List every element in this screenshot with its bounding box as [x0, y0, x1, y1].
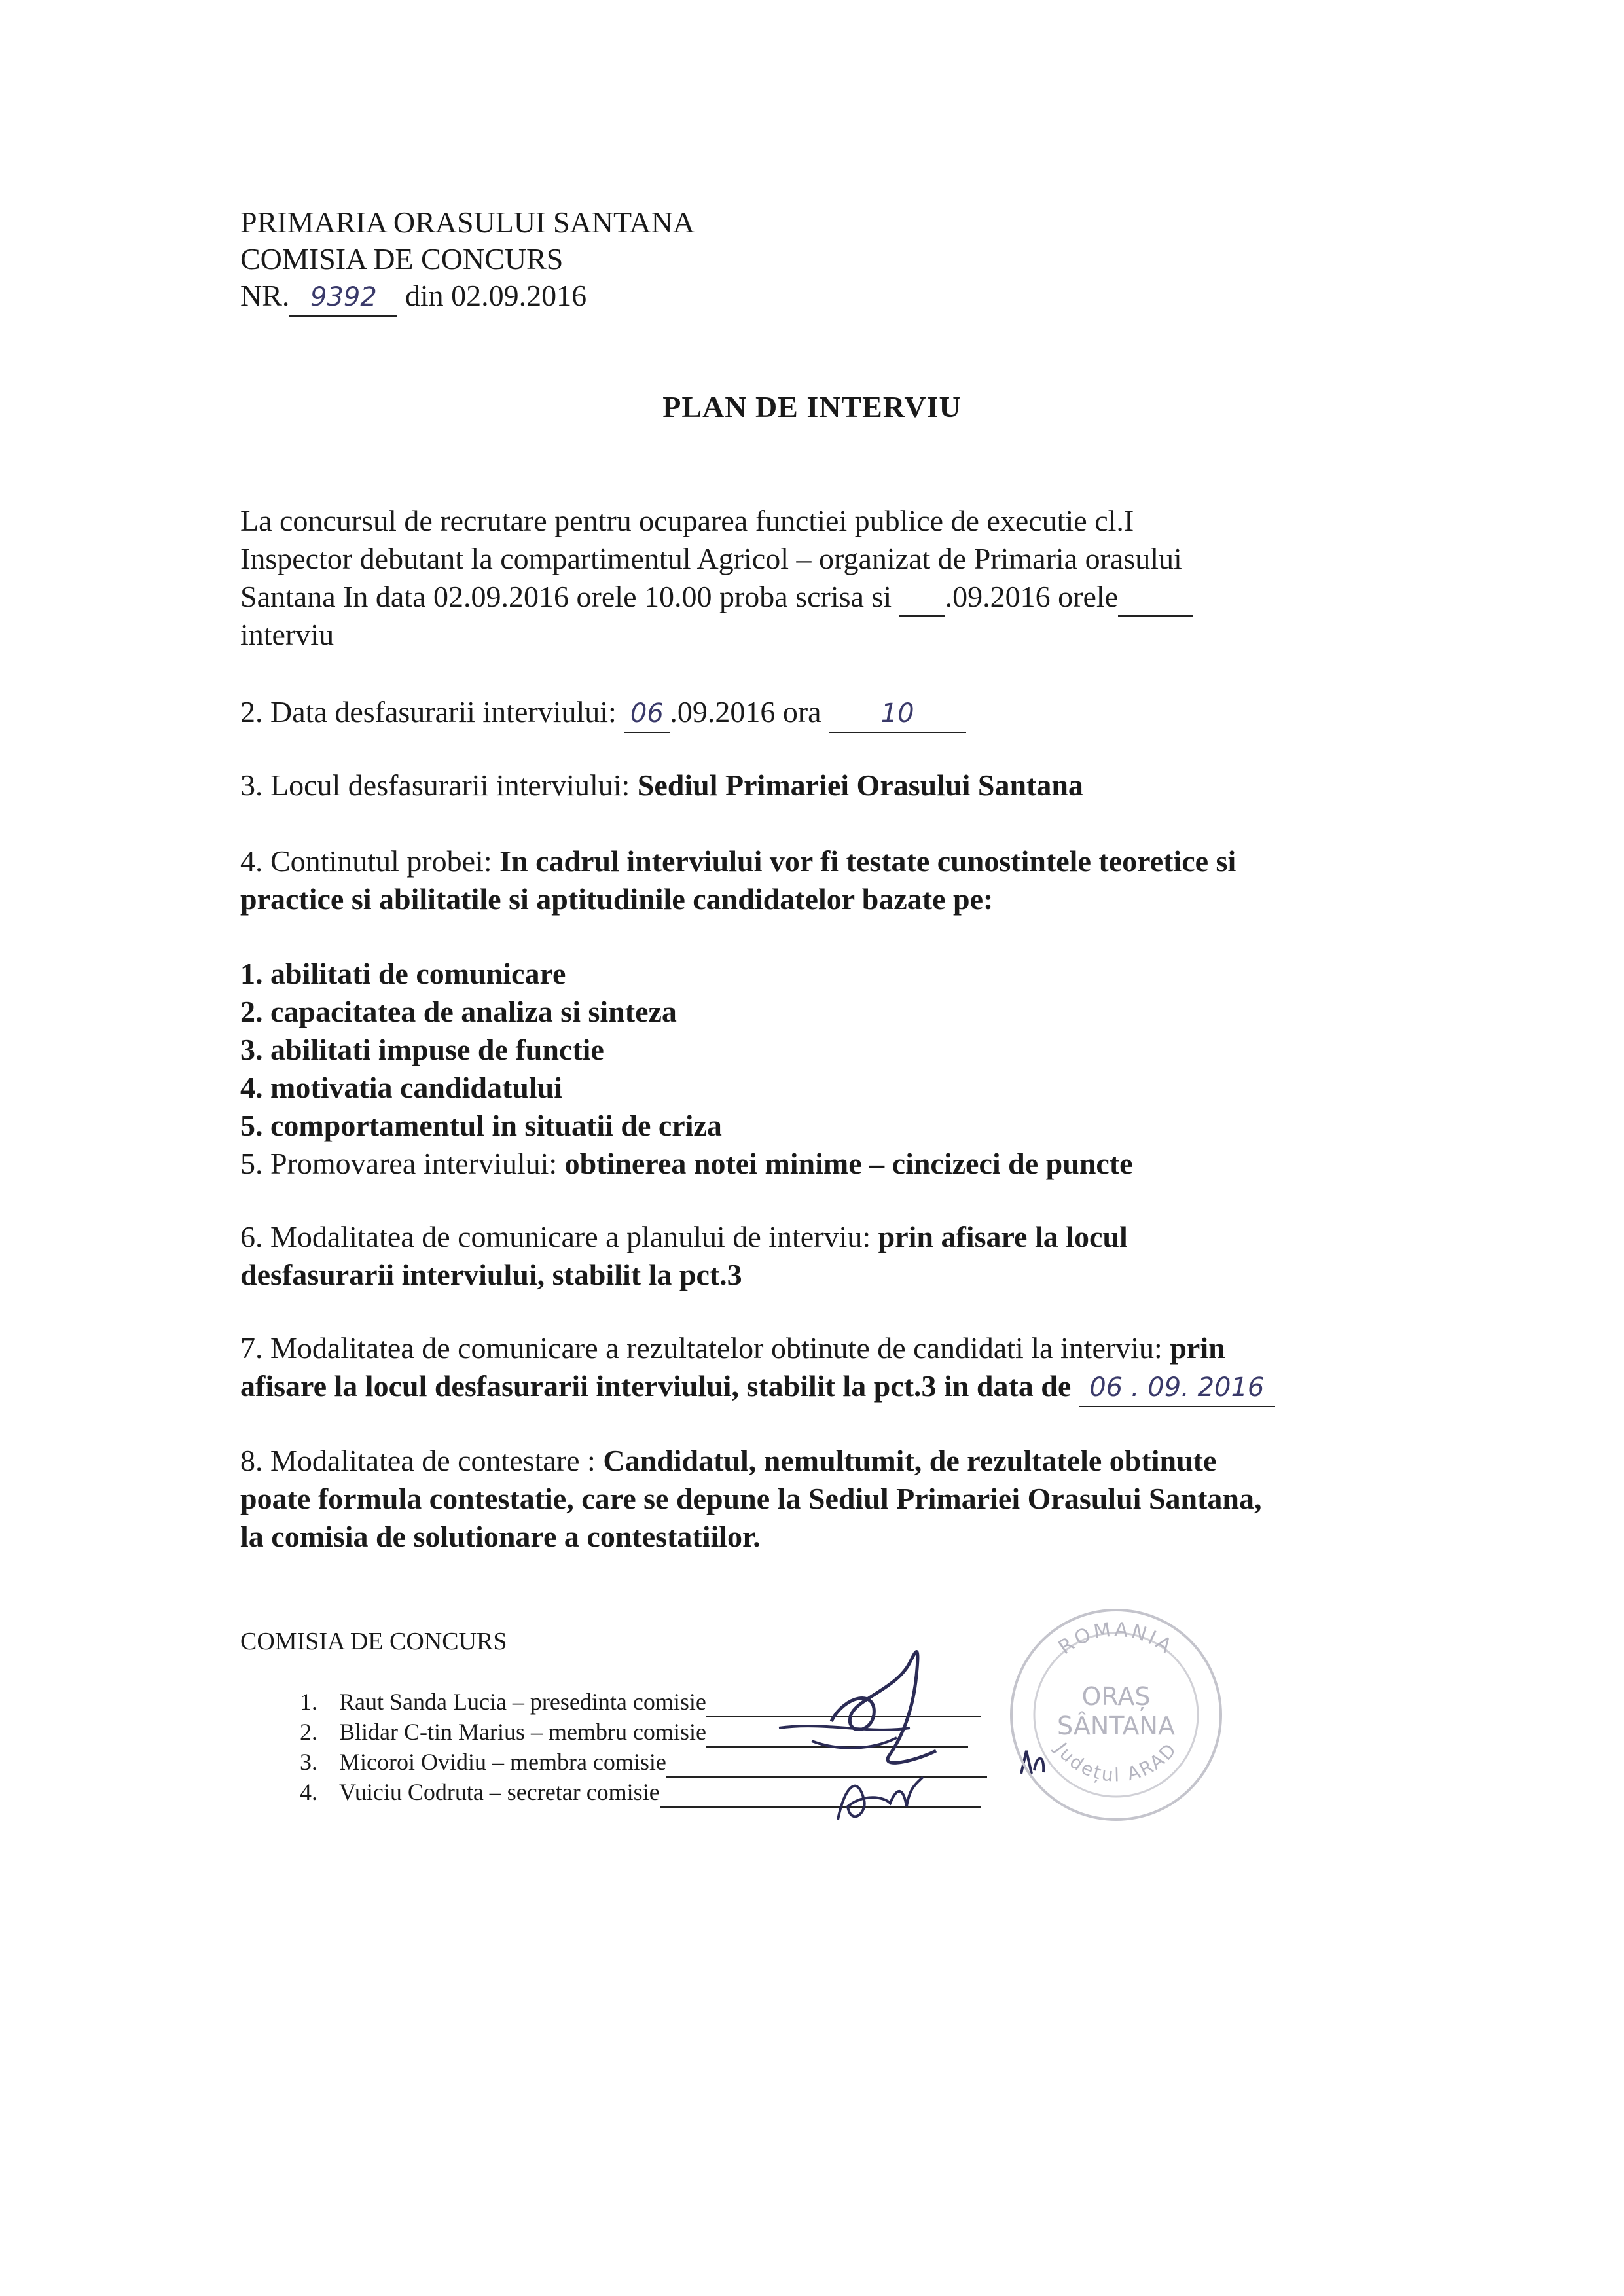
member-text: Vuiciu Codruta – secretar comisie	[339, 1779, 660, 1805]
item-7-value-2: afisare la locul desfasurarii interviului, stabilit la pct.3 in data de	[240, 1369, 1079, 1403]
item-8-line-1	[240, 1443, 1216, 1479]
commission-heading: COMISIA DE CONCURS	[240, 1628, 507, 1655]
signature-vuiciu	[825, 1767, 943, 1839]
nr-value: 9392	[289, 279, 397, 317]
item-4-content-line-2: practice si abilitatile si aptitudinile candidatelor bazate pe:	[240, 882, 994, 916]
item-2-hour: 10	[829, 695, 966, 733]
item-8-line-2: poate formula contestatie, care se depune la Sediul Primariei Orasului Santana,	[240, 1482, 1262, 1515]
svg-text:ROMANIA	[1055, 1618, 1178, 1659]
item-4-label: 4. Continutul probei:	[240, 844, 500, 878]
member-text: Micoroi Ovidiu – membra comisie	[339, 1749, 666, 1775]
list-item: 5. comportamentul in situatii de criza	[240, 1109, 722, 1142]
item-7-line-1	[240, 1330, 1225, 1367]
member-num: 2.	[300, 1719, 317, 1745]
item-5-label: 5. Promovarea interviului:	[240, 1147, 565, 1180]
item-2-day: 06	[624, 695, 670, 733]
intro-line-1: La concursul de recrutare pentru ocuparea functiei publice de executie cl.I	[240, 504, 1134, 537]
nr-label: NR.	[240, 279, 290, 312]
item-7-line-2	[240, 1368, 1275, 1407]
member-text: Raut Sanda Lucia – presedinta comisie	[339, 1689, 706, 1715]
member-num: 1.	[300, 1689, 317, 1715]
intro-line-3-b: .09.2016 orele	[945, 580, 1119, 613]
item-6-label: 6. Modalitatea de comunicare a planului de interviu:	[240, 1220, 878, 1253]
list-item: 1. abilitati de comunicare	[240, 957, 566, 990]
registration-number	[240, 278, 586, 317]
official-stamp	[998, 1597, 1234, 1833]
intro-line-4: interviu	[240, 618, 334, 651]
intro-line-2: Inspector debutant la compartimentul Agricol – organizat de Primaria orasului	[240, 542, 1182, 575]
item-5-value: obtinerea notei minime – cincizeci de puncte	[564, 1147, 1133, 1180]
item-2-rest: .09.2016 ora	[670, 695, 829, 728]
nr-date: din 02.09.2016	[405, 279, 587, 312]
item-2-interview-date	[240, 694, 966, 733]
intro-line-3-a: Santana In data 02.09.2016 orele 10.00 proba scrisa si	[240, 580, 899, 613]
item-6-line-1	[240, 1219, 1128, 1255]
item-4-content-line-1	[240, 843, 1236, 880]
list-item: 2. capacitatea de analiza si sinteza	[240, 995, 677, 1028]
item-6-value-1: prin afisare la locul	[878, 1220, 1128, 1253]
item-8-line-3: la comisia de solutionare a contestatiilor.	[240, 1520, 761, 1553]
member-num: 4.	[300, 1779, 317, 1805]
item-7-date: 06 . 09. 2016	[1079, 1369, 1275, 1407]
item-5-promotion	[240, 1145, 1133, 1182]
list-item: 3. abilitati impuse de functie	[240, 1033, 604, 1066]
member-text: Blidar C-tin Marius – membru comisie	[339, 1719, 706, 1745]
item-3-value: Sediul Primariei Orasului Santana	[637, 768, 1083, 802]
institution-name: PRIMARIA ORASULUI SANTANA	[240, 206, 695, 239]
page-title: PLAN DE INTERVIU	[662, 390, 962, 423]
item-3-label: 3. Locul desfasurarii interviului:	[240, 768, 638, 802]
item-3-location	[240, 767, 1083, 804]
list-item: 4. motivatia candidatului	[240, 1071, 563, 1104]
item-6-line-2: desfasurarii interviului, stabilit la pct.3	[240, 1258, 742, 1291]
item-7-label: 7. Modalitatea de comunicare a rezultatelor obtinute de candidati la interviu:	[240, 1331, 1170, 1365]
stamp-top-text: ROMANIA	[1054, 1618, 1178, 1660]
member-num: 3.	[300, 1749, 317, 1775]
stamp-bottom-text: Județul ARAD	[1051, 1738, 1182, 1786]
item-8-label: 8. Modalitatea de contestare :	[240, 1444, 604, 1477]
commission-name: COMISIA DE CONCURS	[240, 242, 564, 276]
item-2-label: 2. Data desfasurarii interviului:	[240, 695, 624, 728]
signature-blidar	[772, 1702, 956, 1767]
intro-line-3	[240, 579, 1193, 617]
stamp-center-2: SÂNTANA	[1057, 1712, 1175, 1740]
item-4-value-1: In cadrul interviului vor fi testate cunostintele teoretice si	[499, 844, 1236, 878]
stamp-center-1: ORAȘ	[1081, 1682, 1151, 1711]
svg-text:Județul ARAD	[1050, 1738, 1182, 1786]
blank-day	[899, 579, 945, 617]
blank-hour	[1118, 579, 1193, 617]
item-7-value-1: prin	[1170, 1331, 1225, 1365]
item-8-value-1: Candidatul, nemultumit, de rezultatele obtinute	[603, 1444, 1217, 1477]
